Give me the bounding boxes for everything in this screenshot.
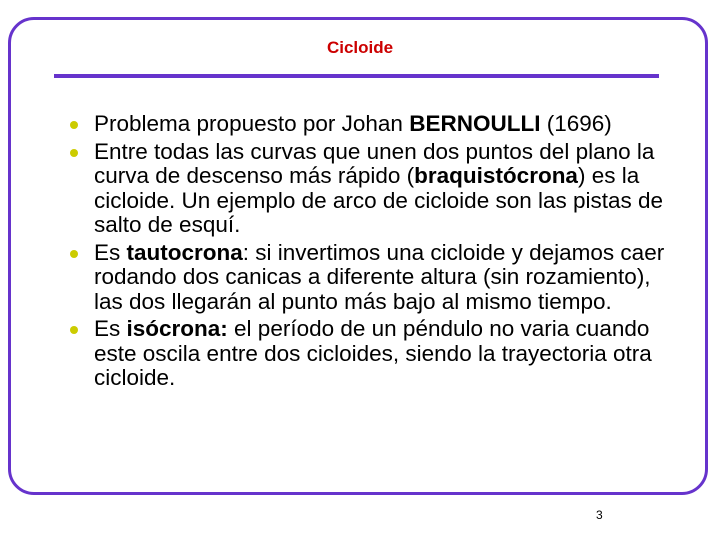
bullet-dot-icon: [70, 149, 78, 157]
slide-title: Cicloide: [326, 38, 394, 57]
title-underline: [54, 74, 659, 78]
bullet-item: Problema propuesto por Johan BERNOULLI (1696): [70, 112, 685, 137]
bullet-dot-icon: [70, 326, 78, 334]
bullet-item: Es isócrona: el período de un péndulo no varia cuando este oscila entre dos cicloides, siendo la trayectoria otra cicloide.: [70, 317, 685, 391]
bullet-item: Es tautocrona: si invertimos una cicloide y dejamos caer rodando dos canicas a diferente altura (sin rozamiento), las dos llegarán al punto más bajo al mismo tiempo.: [70, 241, 685, 315]
bullet-dot-icon: [70, 250, 78, 258]
bullet-dot-icon: [70, 121, 78, 129]
page-number: 3: [596, 508, 603, 522]
bullet-list: [70, 112, 685, 394]
bullet-item: Entre todas las curvas que unen dos puntos del plano la curva de descenso más rápido (braquistócrona) es la cicloide. Un ejemplo de arco de cicloide son las pistas de salto de esquí.: [70, 140, 685, 238]
